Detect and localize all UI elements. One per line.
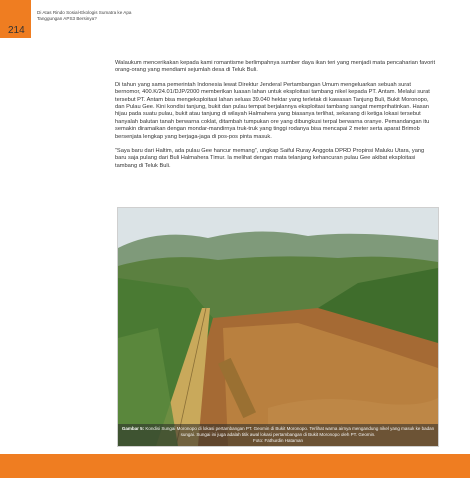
- caption-label: Gambar 5:: [121, 426, 145, 431]
- body-text: [115, 60, 437, 177]
- running-header: [37, 10, 131, 22]
- caption-text: Kondisi Sungai Moronopo di lokasi pertambangan PT. Geomin di Bukit Moronopo. Terlihat warna airnya mengandung nikel yang masuk ke badan sungai. Sungai ini juga adalah titik awal lokasi pertambangan di Bukit Moronopo oleh PT. Geomin.: [145, 426, 435, 437]
- figure-caption: [118, 424, 438, 446]
- running-header-line2: Tanggungan APS3 Bersinya?: [37, 16, 97, 21]
- river-photo-illustration: [118, 208, 438, 446]
- paragraph: Di tahun yang sama pemerintah Indonesia lewat Direktur Jenderal Pertambangan Umum mengeluarkan sebuah surat bernomor, 400.K/24.01/DJP/2000 memberikan luasan lahan untuk eksploitasi tambang nikel kepada PT. Antam. Melalui surat tersebut PT. Antam bisa mengeksploitasi lahan seluas 39.040 hektar yang terletak di kawasan Tanjung Buli, Bukit Moronopo, dan Pulau Gee. Kini kondisi tanjung, bukit dan pulau tempat berjalannya eksploitasi tambang sangat memprihatinkan. Hasan hijau pada suatu pulau, bukit atau tanjung di wilayah Halmahera yang biasanya terlihat, sekarang di ketiga lokasi tersebut hanyalah balutan tanah berwarna coklat, ditambah tumpukan ore yang dibungkusi terpal berwarna oranye. Pemandangan itu semakin diramaikan dengan mondar-mandirnya truk-truk yang tinggi rodanya bisa mencapai 2 meter serta aparat Brimob bersenjata lengkap yang berjaga-jaga di pos-pos pinta masuk.: [115, 81, 430, 140]
- paragraph: “Saya baru dari Haltim, ada pulau Gee hancur memang”, ungkap Saiful Ruray Anggota DPRD Propinsi Maluku Utara, yang baru saja pulang dari Buli Halmahera Timur. Ia melihat dengan mata telanjang kehancuran pulau Gee akibat eksploitasi tambang di Teluk Buli.: [115, 148, 425, 169]
- footer-band: [0, 454, 470, 478]
- paragraph: Walaukum mencerikakan kepada kami romantisme berlimpahnya sumber daya ikan teri yang menjadi mata pencaharian favorit orang-orang yang mendiami sejumlah desa di Teluk Buli.: [115, 60, 436, 74]
- figure-photo: [117, 207, 439, 447]
- caption-credit: Foto: Fathurdin Hataman: [252, 438, 304, 443]
- page-number: 214: [8, 25, 25, 36]
- running-header-line1: Di Atas Rindo Sosial-Ekologis Sumatra ke Apa: [37, 10, 132, 15]
